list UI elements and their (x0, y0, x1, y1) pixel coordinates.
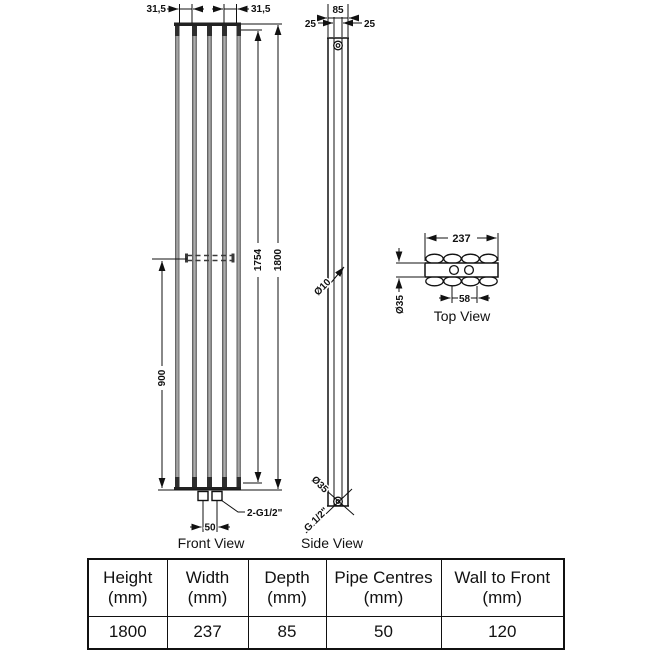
spec-value-row (88, 617, 564, 650)
collector-bar (425, 263, 498, 277)
dim-panel-height (253, 31, 264, 482)
dim-label-dia-35-top: Ø35 (395, 295, 406, 314)
pipe-stub-right (212, 492, 222, 501)
dim-label-237: 237 (452, 233, 471, 245)
spec-col-header-height (88, 559, 167, 617)
front-view-caption: Front View (177, 535, 245, 551)
dim-label-1754: 1754 (253, 248, 264, 272)
connection-callout (221, 500, 283, 519)
tapping-circle-right (465, 266, 474, 275)
label-g-half-thread: G 1/2" (302, 505, 331, 535)
header-wall-to-front-label: Wall to Front (454, 567, 551, 587)
dim-label-31-5-left: 31,5 (146, 4, 166, 15)
tapping-circle-left (450, 266, 459, 275)
dim-label-85: 85 (332, 5, 344, 16)
top-view (395, 233, 498, 324)
side-radiator-body (327, 38, 349, 506)
spec-value-height: 1800 (88, 617, 167, 650)
dim-tapping-centres (439, 294, 490, 305)
top-radiator-body (425, 254, 498, 286)
label-2-g-half: 2-G1/2" (247, 508, 283, 519)
header-pipe-centres-label: Pipe Centres (334, 567, 433, 587)
dim-offset-left (305, 19, 333, 30)
spec-col-header-depth (248, 559, 326, 617)
dim-bracket-height (157, 261, 168, 488)
header-width-label: Width (185, 567, 230, 587)
side-view-caption: Side View (300, 535, 364, 551)
spec-col-header-pipe-centres (326, 559, 441, 617)
spec-value-wall-to-front: 120 (441, 617, 564, 650)
spec-value-pipe-centres: 50 (326, 617, 441, 650)
dim-label-1800: 1800 (273, 248, 284, 272)
dim-width (427, 233, 497, 245)
spec-table (87, 558, 565, 650)
dim-column-width-left (147, 4, 204, 15)
dim-pipe-centres (190, 523, 230, 534)
dim-label-50: 50 (204, 522, 216, 534)
header-pipe-centres-unit: (mm) (363, 588, 404, 607)
label-dia-35-side: Ø35 (308, 474, 331, 496)
spec-value-width: 237 (167, 617, 248, 650)
dim-label-58: 58 (458, 294, 471, 305)
side-view (301, 4, 376, 551)
header-depth-label: Depth (264, 567, 310, 587)
dim-label-25-left: 25 (304, 19, 316, 30)
front-view (147, 4, 284, 551)
header-depth-unit: (mm) (267, 588, 307, 607)
label-dia-10: Ø10 (312, 276, 334, 299)
pipe-stub-left (198, 492, 208, 501)
dim-label-31-5-right: 31,5 (251, 4, 271, 15)
dim-total-height (273, 25, 284, 489)
header-height-unit: (mm) (107, 588, 148, 607)
header-wall-to-front-unit: (mm) (482, 588, 523, 607)
dim-depth (319, 5, 357, 18)
dim-column-width-right (212, 4, 271, 15)
spec-col-header-wall-to-front (441, 559, 564, 617)
dim-collector-dia (395, 248, 406, 314)
spec-value-depth: 85 (248, 617, 326, 650)
dim-label-900: 900 (157, 369, 168, 387)
header-width-unit: (mm) (187, 588, 228, 607)
dim-label-25-right: 25 (364, 19, 376, 30)
header-height-label: Height (103, 567, 153, 587)
spec-header-row (88, 559, 564, 617)
top-view-caption: Top View (433, 308, 491, 324)
front-radiator-body (174, 23, 241, 501)
spec-col-header-width (167, 559, 248, 617)
